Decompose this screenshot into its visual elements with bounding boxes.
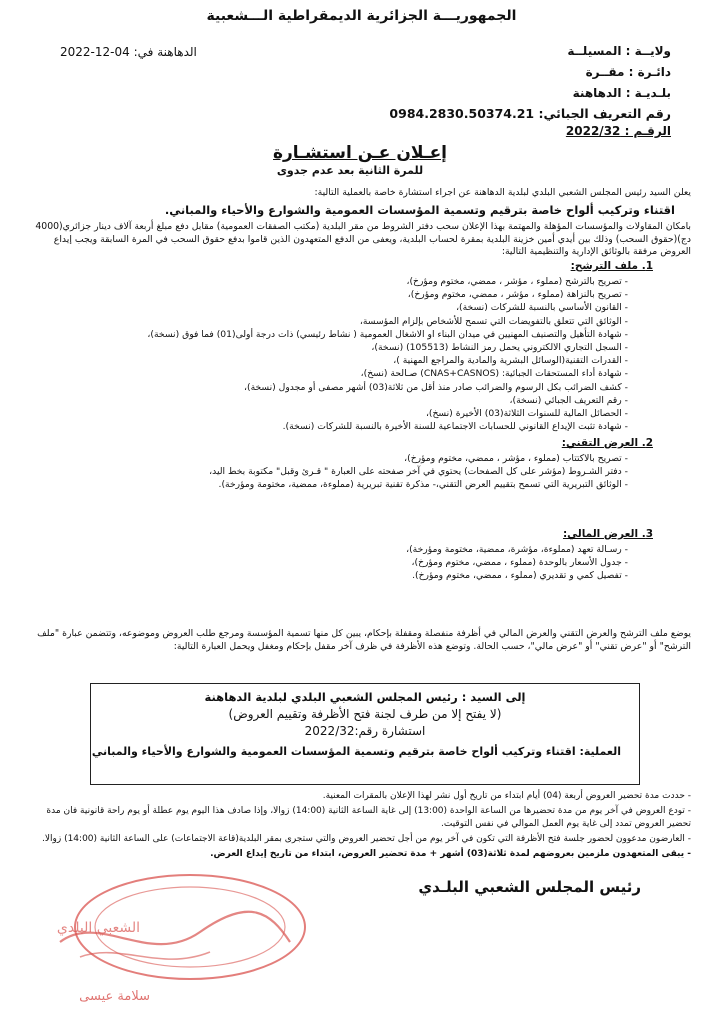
financial-list	[38, 543, 628, 583]
wilaya-line: ولايــة : المسيلــة	[567, 44, 671, 58]
list-item: - يبقى المتعهدون ملزمين بعروضهم لمدة ثلاثة(03) أشهر + مدة تحضير العروض، ابتداء من تاريخ إيداع العرض.	[31, 848, 691, 861]
notes-list	[31, 790, 691, 863]
list-item: - جدول الأسعار بالوحدة (مملوء ، ممضي، مختوم ومؤرخ)،	[38, 556, 628, 569]
notice-subtitle: للمرة الثانية بعد عدم جدوى	[276, 164, 424, 177]
commune-line: بلـديـة : الدهاهنة	[572, 86, 671, 100]
conditions-paragraph: بامكان المقاولات والمؤسسات المؤهلة والمهتمة بهذا الإعلان سحب دفتر الشروط من مقر البلدية (مكتب الصفقات العمومية) مقابل دفع مبلغ أربعة آلاف دينار جزائري(4000 دج)(حقوق السحب) وذلك بين أيدي أمين خزينة البلدية بمقرة لحساب البلدية، ويعفى من الدفع المتعهدون الذين قاموا بدفع حقوق السحب في المرة السابقة ويجب إيداع العروض مرفقة بالوثائق الإدارية والتنظيمية التالية:	[35, 221, 691, 257]
list-item: - دفتر الشـروط (مؤشر على كل الصفحات) يحتوي في آخر صفحته على العبارة " قـرئ وقبل" مكتوبة بخط اليد،	[38, 465, 628, 478]
list-item: - السجل التجاري الالكتروني يحمل رمز النشاط (105513) (نسخة)،	[38, 341, 628, 354]
section-candidacy-heading: 1. ملف الترشح:	[570, 260, 653, 272]
official-stamp	[40, 872, 310, 1012]
notice-title: إعـلان عـن استشـارة	[272, 143, 448, 163]
stamp-text: الشعبي البلدي	[56, 920, 140, 936]
submission-paragraph: يوضع ملف الترشح والعرض التقني والعرض المالي في أظرفة منفصلة ومقفلة بإحكام، يبين كل منها تسمية المؤسسة ومرجع طلب العروض وموضوعه، وتتضمن عبارة "ملف الترشح" أو "عرض تقني" أو "عرض مالي"، حسب الحالة. وتوضع هذه الأظرفة في ظرف آخر مقفل بإحكام ومغفل ويحمل العبارة التالية:	[37, 628, 691, 652]
list-item: - الوثائق التبريرية التي تسمح بتقييم العرض التقني،- مذكرة تقنية تبريرية (مملوءة، ممضية، مختومة ومؤرخة).	[38, 478, 628, 491]
reference-line: الرقـم : 2022/32	[565, 124, 671, 138]
list-item: - تصريح بالنزاهة (مملوء ، مؤشر ، ممضي، مختوم ومؤرخ)،	[38, 288, 628, 301]
signature-title: رئيس المجلس الشعبي البلـدي	[418, 878, 641, 896]
list-item: - شهادة تثبت الإيداع القانوني للحسابات الاجتماعية للسنة الأخيرة بالنسبة للشركات (نسخة).	[38, 420, 628, 433]
list-item: - كشف الضرائب بكل الرسوم والضرائب صادر منذ أقل من ثلاثة(03) أشهر مصفى أو مجدول (نسخة)،	[38, 381, 628, 394]
list-item: - القدرات التقنية(الوسائل البشرية والمادية والمراجع المهنية )،	[38, 354, 628, 367]
daira-line: دائـرة : مقــرة	[585, 65, 671, 79]
republic-header: الجمهوريـــة الجزائرية الديمقراطية الـــشعبية	[206, 8, 517, 24]
list-item: - رسـالة تعهد (مملوءة، مؤشرة، ممضية، مختومة ومؤرخة)،	[38, 543, 628, 556]
list-item: - تصريح بالترشح (مملوء ، مؤشر ، ممضي، مختوم ومؤرخ)،	[38, 275, 628, 288]
list-item: - الوثائق التي تتعلق بالتفويضات التي تسمح للأشخاص بإلزام المؤسسة،	[38, 315, 628, 328]
list-item: - الحصائل المالية للسنوات الثلاثة(03) الأخيرة (نسخ)،	[38, 407, 628, 420]
envelope-note: (لا يفتح إلا من طرف لجنة فتح الأظرفة وتقييم العروض)	[228, 707, 502, 721]
section-technical-heading: 2. العرض التقني:	[561, 437, 653, 449]
date-line: الدهاهنة في: 04-12-2022	[60, 45, 197, 59]
envelope-addressee: إلى السيد : رئيس المجلس الشعبي البلدي لبلدية الدهاهنة	[204, 690, 526, 704]
envelope-box	[90, 683, 640, 785]
list-item: - تصريح بالاكتتاب (مملوء ، مؤشر ، ممضي، مختوم ومؤرخ)،	[38, 452, 628, 465]
candidacy-list	[38, 275, 628, 433]
list-item: - العارضون مدعوون لحضور جلسة فتح الأظرفة التي تكون في آخر يوم من أجل تحضير العروض والتي ستجرى بمقر البلدية(قاعة الاجتماعات) على الساعة الثانية (14:00) زوالا.	[31, 833, 691, 846]
list-item: - رقم التعريف الجبائي (نسخة)،	[38, 394, 628, 407]
list-item: - القانون الأساسي بالنسبة للشركات (نسخة)،	[38, 301, 628, 314]
operation-title: اقتناء وتركيب ألواح خاصة بترقيم وتسمية المؤسسات العمومية والشوارع والأحياء والمباني.	[164, 203, 675, 217]
envelope-consultation-number: استشارة رقم:2022/32	[304, 724, 426, 738]
list-item: - تودع العروض في آخر يوم من مدة تحضيرها من الساعة الواحدة (13:00) إلى غاية الساعة الثانية (14:00) زوالا، وإذا صادف هذا اليوم يوم عطلة أو يوم راحة قانونية فان مدة تحضير العروض تمدد إلى غاية يوم العمل الموالي في نفس التوقيت.	[31, 805, 691, 831]
envelope-operation: العملية: اقتناء وتركيب ألواح خاصة بترقيم وتسمية المؤسسات العمومية والشوارع والأحياء والمباني	[91, 745, 621, 758]
list-item: - حددت مدة تحضير العروض أربعة (04) أيام ابتداء من تاريخ أول نشر لهذا الإعلان بالمقرات المعنية.	[31, 790, 691, 803]
technical-list	[38, 452, 628, 492]
section-financial-heading: 3. العرض المالي:	[562, 528, 653, 540]
tax-id-line: رقم التعريف الجبائي: 0984.2830.50374.21	[389, 106, 671, 121]
list-item: - شهادة أداء المستحقات الجبائية: (CNAS+CASNOS) صـالحة (نسخ)،	[38, 367, 628, 380]
intro-paragraph: يعلن السيد رئيس المجلس الشعبي البلدي لبلدية الدهاهنة عن اجراء استشارة خاصة بالعملية التالية:	[314, 187, 691, 198]
list-item: - شهادة التأهيل والتصنيف المهنيين في ميدان البناء او الاشغال العمومية ( نشاط رئيسي) ذات درجة أولى(01) فما فوق (نسخة)،	[38, 328, 628, 341]
signatory-name: سلامة عيسى	[79, 989, 150, 1004]
list-item: - تفصيل كمي و تقديري (مملوء ، ممضي، مختوم ومؤرخ).	[38, 569, 628, 582]
